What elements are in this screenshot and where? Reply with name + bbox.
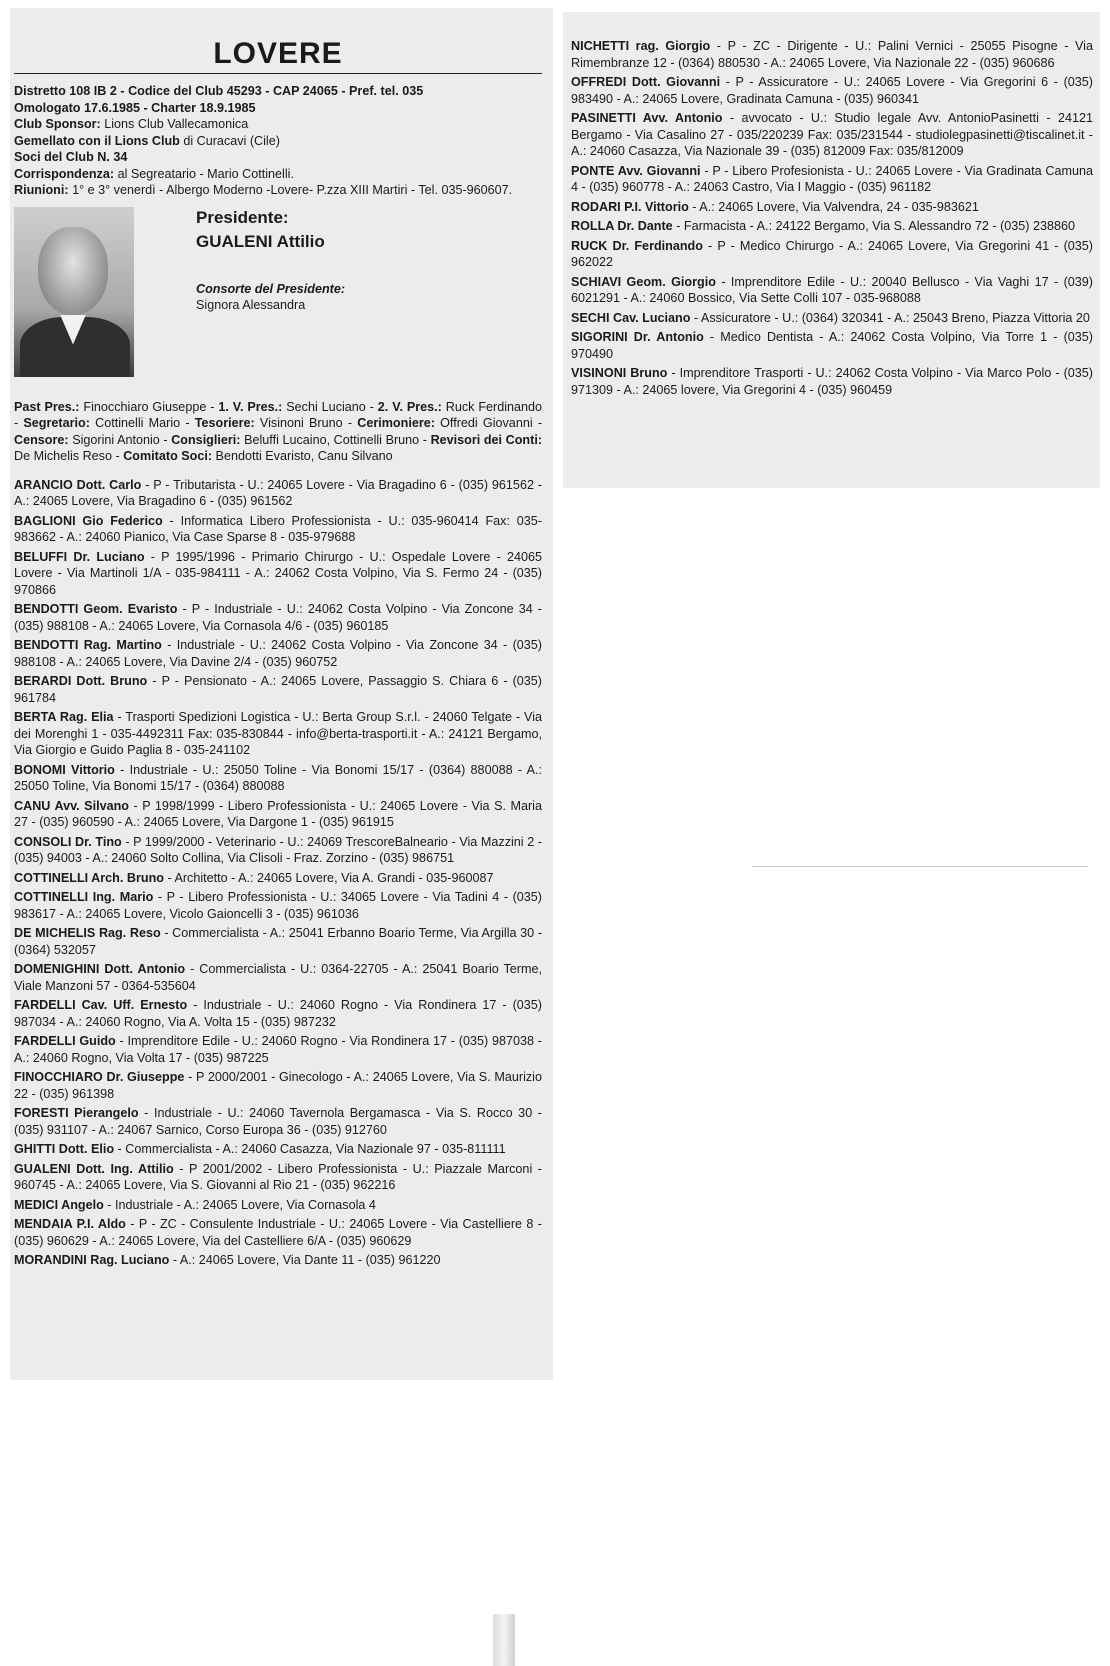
member-entry xyxy=(14,1216,542,1249)
member-details: - P - ZC - Dirigente - U.: Palini Vernici - 25055 Pisogne - Via Rimembranze 12 - (0364) 880530 - A.: 24065 Lovere, Via Nazionale 22 - (035) 960686 xyxy=(571,39,1093,70)
members-list-left xyxy=(14,477,542,1269)
member-name: RODARI P.I. Vittorio xyxy=(571,199,689,214)
officer-value: Offredi Giovanni - xyxy=(440,416,543,430)
member-details: - P 1995/1996 - Primario Chirurgo - U.: Ospedale Lovere - 24065 Lovere - Via Martinoli 1/A - 035-984111 - A.: 24062 Costa Volpino, Via S. Fermo 24 - (035) 970866 xyxy=(14,549,542,597)
club-charter-line: Omologato 17.6.1985 - Charter 18.9.1985 xyxy=(14,100,256,115)
member-details: - P - Assicuratore - U.: 24065 Lovere - Via Gregorini 6 - (035) 983490 - A.: 24065 Lovere, Gradinata Camuna - (035) 960341 xyxy=(571,75,1094,106)
member-name: VISINONI Bruno xyxy=(571,366,668,380)
member-entry xyxy=(571,163,1093,196)
member-details: - P - Industriale - U.: 24062 Costa Volpino - Via Zoncone 34 - (035) 988108 - A.: 24065 Lovere, Via Cornasola 4/6 - (035) 960185 xyxy=(14,602,542,633)
officer-value: Sigorini Antonio - xyxy=(72,432,172,447)
members-list-right xyxy=(571,38,1093,401)
club-meetings-line xyxy=(14,182,542,199)
officer-label: Revisori dei Conti: xyxy=(430,432,543,447)
member-entry xyxy=(14,1105,542,1138)
officer-label: Comitato Soci: xyxy=(123,449,213,463)
officer-label: Tesoriere: xyxy=(194,416,255,430)
club-meetings-value: 1° e 3° venerdì - Albergo Moderno -Lovere- P.zza XIII Martiri - Tel. 035-960607. xyxy=(72,183,513,197)
member-entry xyxy=(14,925,542,958)
member-details: - Informatica Libero Professionista - U.: 035-960414 Fax: 035-983662 - A.: 24060 Pianico, Via Case Sparse 8 - 035-979688 xyxy=(14,513,542,544)
member-entry xyxy=(571,38,1093,71)
club-correspondence-line xyxy=(14,166,542,183)
member-name: PONTE Avv. Giovanni xyxy=(571,163,701,178)
member-name: GUALENI Dott. Ing. Attilio xyxy=(14,1161,174,1176)
member-name: DE MICHELIS Rag. Reso xyxy=(14,926,161,940)
member-entry xyxy=(571,110,1093,160)
member-name: SCHIAVI Geom. Giorgio xyxy=(571,274,716,289)
officer-label: Past Pres.: xyxy=(14,399,80,414)
member-entry xyxy=(14,1069,542,1102)
president-label: Presidente: xyxy=(196,207,289,227)
member-details: - P - ZC - Consulente Industriale - U.: 24065 Lovere - Via Castelliere 8 - (035) 960629 - A.: 24065 Lovere, Via del Castelliere 6/A - (035) 960629 xyxy=(14,1217,542,1248)
member-name: ROLLA Dr. Dante xyxy=(571,219,673,233)
club-title: LOVERE xyxy=(14,38,542,74)
member-entry xyxy=(571,274,1093,307)
club-sponsor-value: Lions Club Vallecamonica xyxy=(104,117,249,131)
member-details: - Commercialista - U.: 0364-22705 - A.: 25041 Boario Terme, Viale Manzoni 57 - 0364-535604 xyxy=(14,962,542,993)
member-details: - P - Libero Professionista - U.: 34065 Lovere - Via Tadini 4 - (035) 983617 - A.: 24065 Lovere, Vicolo Gaioncelli 3 - (035) 961036 xyxy=(14,890,542,921)
member-entry xyxy=(14,637,542,670)
officer-value: Cottinelli Mario - xyxy=(95,416,195,430)
member-name: NICHETTI rag. Giorgio xyxy=(571,39,711,53)
club-members-count: Soci del Club N. 34 xyxy=(14,150,128,164)
member-details: - Industriale - U.: 24060 Rogno - Via Rondinera 17 - (035) 987034 - A.: 24060 Rogno, Via A. Volta 15 - (035) 987232 xyxy=(14,998,542,1029)
divider-line xyxy=(752,866,1088,867)
member-details: - Farmacista - A.: 24122 Bergamo, Via S. Alessandro 72 - (035) 238860 xyxy=(672,219,1075,233)
member-details: - A.: 24065 Lovere, Via Dante 11 - (035) 961220 xyxy=(169,1253,441,1267)
member-name: RUCK Dr. Ferdinando xyxy=(571,238,703,253)
officer-value: Bendotti Evaristo, Canu Silvano xyxy=(215,449,393,463)
member-details: - Trasporti Spedizioni Logistica - U.: Berta Group S.r.l. - 24060 Telgate - Via dei Morenghi 1 - 035-4492311 Fax: 035-830844 - info@berta-trasporti.it - A.: 24121 Bergamo, Via Giorgio e Guido Paglia 8 - 035-241102 xyxy=(14,710,542,757)
officer-value: Sechi Luciano - xyxy=(286,399,378,414)
member-entry xyxy=(14,513,542,546)
member-entry xyxy=(14,870,542,887)
club-correspondence-label: Corrispondenza: xyxy=(14,166,115,181)
officer-label: Cerimoniere: xyxy=(357,416,435,430)
member-entry xyxy=(571,199,1093,216)
member-details: - P - Libero Profesionista - U.: 24065 Lovere - Via Gradinata Camuna 4 - (035) 960778 - A.: 24063 Castro, Via I Maggio - (035) 961182 xyxy=(571,163,1093,194)
member-name: FORESTI Pierangelo xyxy=(14,1106,139,1120)
member-details: - P - Tributarista - U.: 24065 Lovere - Via Bragadino 6 - (035) 961562 - A.: 24065 Lovere, Via Bragadino 6 - (035) 961562 xyxy=(14,477,542,508)
officer-label: 1. V. Pres.: xyxy=(218,399,283,414)
member-name: BONOMI Vittorio xyxy=(14,762,115,777)
club-twinned-value: di Curacavi (Cile) xyxy=(183,133,280,148)
member-details: - Imprenditore Edile - U.: 24060 Rogno - Via Rondinera 17 - (035) 987038 - A.: 24060 Rogno, Via Volta 17 - (035) 987225 xyxy=(14,1034,542,1065)
member-details: - Industriale - A.: 24065 Lovere, Via Cornasola 4 xyxy=(103,1197,376,1212)
member-details: - Imprenditore Trasporti - U.: 24062 Costa Volpino - Via Marco Polo - (035) 971309 - A.: 24065 lovere, Via Gregorini 4 - (035) 960459 xyxy=(571,366,1093,397)
member-entry xyxy=(571,218,1093,235)
member-details: - P - Pensionato - A.: 24065 Lovere, Passaggio S. Chiara 6 - (035) 961784 xyxy=(14,674,542,705)
member-name: GHITTI Dott. Elio xyxy=(14,1142,115,1156)
member-entry xyxy=(571,74,1093,107)
officer-label: Censore: xyxy=(14,432,69,447)
member-details: - Industriale - U.: 24060 Tavernola Bergamasca - Via S. Rocco 30 - (035) 931107 - A.: 24067 Sarnico, Corso Europa 36 - (035) 912760 xyxy=(14,1106,542,1137)
club-sponsor-line xyxy=(14,116,542,133)
officer-value: Finocchiaro Giuseppe - xyxy=(83,399,219,414)
member-details: - Industriale - U.: 25050 Toline - Via Bonomi 15/17 - (0364) 880088 - A.: 25050 Toline, Via Bonomi 15/17 - (0364) 880088 xyxy=(14,762,542,793)
member-entry xyxy=(14,762,542,795)
consort-label: Consorte del Presidente: xyxy=(196,281,346,296)
member-entry xyxy=(14,709,542,759)
member-name: PASINETTI Avv. Antonio xyxy=(571,111,723,125)
member-name: COTTINELLI Arch. Bruno xyxy=(14,870,164,885)
member-details: - Imprenditore Edile - U.: 20040 Bellusco - Via Vaghi 17 - (039) 6021291 - A.: 24060 Bossico, Via Sette Colli 107 - 035-968088 xyxy=(571,274,1093,305)
member-name: OFFREDI Dott. Giovanni xyxy=(571,75,721,89)
left-column-content xyxy=(14,8,542,1272)
member-entry xyxy=(571,310,1093,327)
club-twinned-line xyxy=(14,133,542,150)
member-entry xyxy=(14,1161,542,1194)
member-name: CANU Avv. Silvano xyxy=(14,798,129,813)
member-name: MORANDINI Rag. Luciano xyxy=(14,1253,170,1267)
member-entry xyxy=(14,834,542,867)
president-photo xyxy=(14,207,134,377)
officer-value: Beluffi Lucaino, Cottinelli Bruno - xyxy=(244,432,431,447)
member-entry xyxy=(14,889,542,922)
member-name: MENDAIA P.I. Aldo xyxy=(14,1217,126,1231)
member-details: - Architetto - A.: 24065 Lovere, Via A. Grandi - 035-960087 xyxy=(163,870,494,885)
member-name: SIGORINI Dr. Antonio xyxy=(571,330,704,344)
officers-paragraph xyxy=(14,399,542,465)
member-name: BERTA Rag. Elia xyxy=(14,710,114,724)
member-name: SECHI Cav. Luciano xyxy=(571,310,691,325)
member-name: FARDELLI Cav. Uff. Ernesto xyxy=(14,998,188,1012)
member-name: ARANCIO Dott. Carlo xyxy=(14,477,142,492)
member-details: - P 1998/1999 - Libero Professionista - U.: 24065 Lovere - Via S. Maria 27 - (035) 960590 - A.: 24065 Lovere, Via Dargone 1 - (035) 961915 xyxy=(14,798,542,829)
page-edge-mark xyxy=(493,1614,515,1666)
member-entry xyxy=(14,477,542,510)
club-correspondence-value: al Segreatario - Mario Cottinelli. xyxy=(117,166,294,181)
officer-value: Ruck Ferdinando - xyxy=(14,399,543,430)
president-text xyxy=(196,207,345,313)
club-info xyxy=(14,83,542,199)
officer-label: Segretario: xyxy=(23,416,90,430)
officer-value: Visinoni Bruno - xyxy=(259,416,358,430)
consort-name: Signora Alessandra xyxy=(196,297,306,312)
right-column xyxy=(563,12,1100,488)
member-entry xyxy=(14,549,542,599)
member-details: - Medico Dentista - A.: 24062 Costa Volpino, Via Torre 1 - (035) 970490 xyxy=(571,330,1093,361)
member-name: DOMENIGHINI Dott. Antonio xyxy=(14,962,186,976)
member-entry xyxy=(571,329,1093,362)
member-details: - Commercialista - A.: 25041 Erbanno Boario Terme, Via Argilla 30 - (0364) 532057 xyxy=(14,926,543,957)
officer-label: 2. V. Pres.: xyxy=(377,399,442,414)
member-name: COTTINELLI Ing. Mario xyxy=(14,890,154,904)
member-entry xyxy=(14,1141,542,1158)
left-column xyxy=(10,8,553,1380)
club-twinned-label: Gemellato con il Lions Club xyxy=(14,133,180,148)
member-name: BERARDI Dott. Bruno xyxy=(14,674,148,688)
member-name: FINOCCHIARO Dr. Giuseppe xyxy=(14,1070,185,1084)
club-sponsor-label: Club Sponsor: xyxy=(14,117,101,131)
officer-label: Consiglieri: xyxy=(171,432,241,447)
member-name: BAGLIONI Gio Federico xyxy=(14,513,163,528)
member-details: - P - Medico Chirurgo - A.: 24065 Lovere, Via Gregorini 41 - (035) 962022 xyxy=(571,238,1093,269)
member-entry xyxy=(14,601,542,634)
member-name: BENDOTTI Rag. Martino xyxy=(14,638,162,652)
member-entry xyxy=(14,1033,542,1066)
member-name: BELUFFI Dr. Luciano xyxy=(14,549,145,564)
member-entry xyxy=(14,798,542,831)
club-district-line: Distretto 108 IB 2 - Codice del Club 45293 - CAP 24065 - Pref. tel. 035 xyxy=(14,84,424,98)
member-details: - P 2001/2002 - Libero Professionista - U.: Piazzale Marconi - 960745 - A.: 24065 Lovere, Via S. Giovanni al Rio 21 - (035) 962216 xyxy=(14,1161,543,1192)
member-details: - avvocato - U.: Studio legale Avv. AntonioPasinetti - 24121 Bergamo - Via Casalino 27 - 035/220239 Fax: 035/231544 - studiolegpasinetti@tiscalinet.it - A.: 24060 Casazza, Via Nazionale 39 - (035) 812009 Fax: 035/812009 xyxy=(571,111,1093,158)
member-name: BENDOTTI Geom. Evaristo xyxy=(14,602,178,616)
member-entry xyxy=(14,1252,542,1269)
member-entry xyxy=(571,238,1093,271)
club-meetings-label: Riunioni: xyxy=(14,183,69,197)
officer-value: De Michelis Reso - xyxy=(14,449,124,463)
member-entry xyxy=(14,961,542,994)
member-name: FARDELLI Guido xyxy=(14,1034,116,1048)
president-block xyxy=(14,207,542,375)
member-details: - P 2000/2001 - Ginecologo - A.: 24065 Lovere, Via S. Maurizio 22 - (035) 961398 xyxy=(14,1070,542,1101)
member-details: - P 1999/2000 - Veterinario - U.: 24069 TrescoreBalneario - Via Mazzini 2 - (035) 94003 - A.: 24060 Solto Collina, Via Clisoli - Fraz. Zorzino - (035) 986751 xyxy=(14,834,542,865)
member-details: - A.: 24065 Lovere, Via Valvendra, 24 - 035-983621 xyxy=(688,199,979,214)
member-name: MEDICI Angelo xyxy=(14,1197,104,1212)
member-name: CONSOLI Dr. Tino xyxy=(14,834,122,849)
member-details: - Assicuratore - U.: (0364) 320341 - A.: 25043 Breno, Piazza Vittoria 20 xyxy=(690,310,1090,325)
president-name: GUALENI Attilio xyxy=(196,231,325,251)
member-entry xyxy=(571,365,1093,398)
member-entry xyxy=(14,997,542,1030)
member-entry xyxy=(14,673,542,706)
member-entry xyxy=(14,1197,542,1214)
member-details: - Industriale - U.: 24062 Costa Volpino - Via Zoncone 34 - (035) 988108 - A.: 24065 Lovere, Via Davine 2/4 - (035) 960752 xyxy=(14,638,542,669)
member-details: - Commercialista - A.: 24060 Casazza, Via Nazionale 97 - 035-811111 xyxy=(114,1142,506,1156)
